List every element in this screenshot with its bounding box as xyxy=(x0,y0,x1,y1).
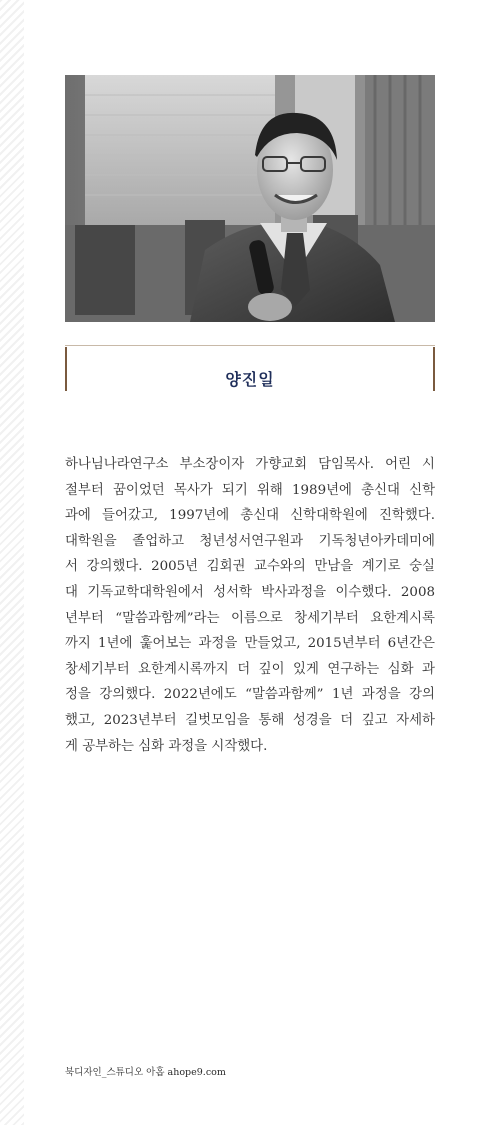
bio-line: 대 기독교학대학원에서 성서학 박사과정을 이수했다. 2008 xyxy=(65,584,435,600)
author-name-box xyxy=(65,345,435,391)
design-credit: 북디자인_스튜디오 아홉 ahope9.com xyxy=(65,1067,226,1078)
author-bio xyxy=(65,452,435,759)
name-box-top-border xyxy=(65,345,435,346)
bio-line: 과에 들어갔고, 1997년에 총신대 신학대학원에 진학했다. xyxy=(65,508,435,524)
bio-line: 서 강의했다. 2005년 김회권 교수와의 만남을 계기로 숭실 xyxy=(65,559,435,575)
bio-line: 절부터 꿈이었던 목사가 되기 위해 1989년에 총신대 신학 xyxy=(65,482,435,498)
bio-line: 게 공부하는 심화 과정을 시작했다. xyxy=(65,738,268,754)
bio-line: 까지 1년에 훑어보는 과정을 만들었고, 2015년부터 6년간은 xyxy=(65,636,435,652)
decorative-stripe xyxy=(0,0,24,1125)
bio-line: 대학원을 졸업하고 청년성서연구원과 기독청년아카데미에 xyxy=(65,533,435,549)
bio-line: 정을 강의했다. 2022년에도 “말씀과함께” 1년 과정을 강의 xyxy=(65,687,435,703)
bio-line: 년부터 “말씀과함께”라는 이름으로 창세기부터 요한계시록 xyxy=(65,610,435,626)
bio-line: 하나님나라연구소 부소장이자 가향교회 담임목사. 어린 시 xyxy=(65,457,435,472)
author-photo xyxy=(65,75,435,322)
bio-line: 창세기부터 요한계시록까지 더 깊이 있게 연구하는 심화 과 xyxy=(65,661,435,677)
bio-line: 했고, 2023년부터 길벗모임을 통해 성경을 더 깊고 자세하 xyxy=(65,712,435,728)
author-name: 양진일 xyxy=(225,370,275,389)
